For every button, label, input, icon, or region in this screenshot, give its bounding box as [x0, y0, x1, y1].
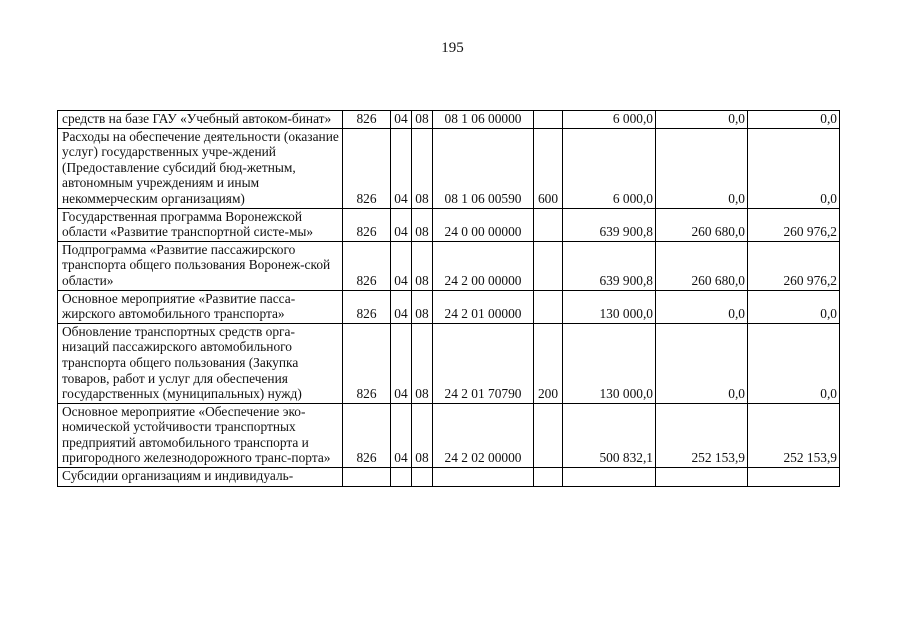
- expense-type-cell: [534, 111, 563, 129]
- ministry-code-cell: 826: [343, 323, 391, 403]
- table-row: [58, 323, 840, 403]
- ministry-code-cell: 826: [343, 403, 391, 467]
- subsection-code-cell: 08: [412, 128, 433, 208]
- amount-year1-cell: 500 832,1: [563, 403, 656, 467]
- expense-type-cell: [534, 290, 563, 323]
- ministry-code-cell: [343, 468, 391, 487]
- expense-type-cell: [534, 468, 563, 487]
- subsection-code-cell: 08: [412, 323, 433, 403]
- section-code-cell: 04: [391, 208, 412, 241]
- amount-year1-cell: 6 000,0: [563, 111, 656, 129]
- amount-year1-cell: 639 900,8: [563, 208, 656, 241]
- page-number: 195: [441, 40, 464, 56]
- subsection-code-cell: 08: [412, 111, 433, 129]
- row-name-cell: Субсидии организациям и индивидуаль-: [58, 468, 343, 487]
- subsection-code-cell: 08: [412, 241, 433, 290]
- target-article-cell: 24 2 02 00000: [433, 403, 534, 467]
- subsection-code-cell: [412, 468, 433, 487]
- table-row: [58, 208, 840, 241]
- ministry-code-cell: 826: [343, 208, 391, 241]
- amount-year3-cell: 0,0: [748, 111, 840, 129]
- table-row: [58, 468, 840, 487]
- section-code-cell: 04: [391, 128, 412, 208]
- row-name-cell: Подпрограмма «Развитие пассажирского транспорта общего пользования Воронеж-ской области»: [58, 241, 343, 290]
- expense-type-cell: [534, 403, 563, 467]
- amount-year3-cell: 0,0: [748, 323, 840, 403]
- target-article-cell: [433, 468, 534, 487]
- table-row: [58, 403, 840, 467]
- expense-type-cell: [534, 208, 563, 241]
- amount-year3-cell: 252 153,9: [748, 403, 840, 467]
- section-code-cell: 04: [391, 111, 412, 129]
- amount-year2-cell: 260 680,0: [656, 208, 748, 241]
- table-row: [58, 111, 840, 129]
- target-article-cell: 08 1 06 00000: [433, 111, 534, 129]
- budget-table: [57, 110, 840, 487]
- row-name-cell: Государственная программа Воронежской области «Развитие транспортной систе-мы»: [58, 208, 343, 241]
- target-article-cell: 24 2 01 00000: [433, 290, 534, 323]
- subsection-code-cell: 08: [412, 290, 433, 323]
- section-code-cell: 04: [391, 403, 412, 467]
- ministry-code-cell: 826: [343, 128, 391, 208]
- row-name-cell: Обновление транспортных средств орга-низаций пассажирского автомобильного транспорта общего пользования (Закупка товаров, работ и услуг для обеспечения государственных (муниципальных) нужд): [58, 323, 343, 403]
- expense-type-cell: 200: [534, 323, 563, 403]
- section-code-cell: [391, 468, 412, 487]
- amount-year2-cell: 0,0: [656, 128, 748, 208]
- amount-year2-cell: 260 680,0: [656, 241, 748, 290]
- amount-year1-cell: 130 000,0: [563, 290, 656, 323]
- amount-year2-cell: 0,0: [656, 111, 748, 129]
- expense-type-cell: [534, 241, 563, 290]
- amount-year1-cell: 130 000,0: [563, 323, 656, 403]
- amount-year2-cell: 0,0: [656, 290, 748, 323]
- amount-year2-cell: 0,0: [656, 323, 748, 403]
- row-name-cell: средств на базе ГАУ «Учебный автоком-бинат»: [58, 111, 343, 129]
- row-name-cell: Основное мероприятие «Обеспечение эко-номической устойчивости транспортных предприятий автомобильного транспорта и пригородного железнодорожного транс-порта»: [58, 403, 343, 467]
- section-code-cell: 04: [391, 241, 412, 290]
- table-row: [58, 290, 840, 323]
- amount-year3-cell: 260 976,2: [748, 241, 840, 290]
- ministry-code-cell: 826: [343, 111, 391, 129]
- target-article-cell: 24 2 00 00000: [433, 241, 534, 290]
- amount-year2-cell: [656, 468, 748, 487]
- subsection-code-cell: 08: [412, 403, 433, 467]
- amount-year3-cell: 0,0: [748, 128, 840, 208]
- row-name-cell: Основное мероприятие «Развитие пасса-жирского автомобильного транспорта»: [58, 290, 343, 323]
- subsection-code-cell: 08: [412, 208, 433, 241]
- target-article-cell: 24 0 00 00000: [433, 208, 534, 241]
- amount-year3-cell: 260 976,2: [748, 208, 840, 241]
- row-name-cell: Расходы на обеспечение деятельности (оказание услуг) государственных учре-ждений (Предоставление субсидий бюд-жетным, автономным учреждениям и иным некоммерческим организациям): [58, 128, 343, 208]
- amount-year3-cell: 0,0: [748, 290, 840, 323]
- target-article-cell: 24 2 01 70790: [433, 323, 534, 403]
- ministry-code-cell: 826: [343, 241, 391, 290]
- amount-year1-cell: 639 900,8: [563, 241, 656, 290]
- table-row: [58, 241, 840, 290]
- budget-table-body: [58, 111, 840, 487]
- expense-type-cell: 600: [534, 128, 563, 208]
- amount-year1-cell: [563, 468, 656, 487]
- section-code-cell: 04: [391, 290, 412, 323]
- ministry-code-cell: 826: [343, 290, 391, 323]
- amount-year3-cell: [748, 468, 840, 487]
- target-article-cell: 08 1 06 00590: [433, 128, 534, 208]
- table-row: [58, 128, 840, 208]
- amount-year2-cell: 252 153,9: [656, 403, 748, 467]
- amount-year1-cell: 6 000,0: [563, 128, 656, 208]
- section-code-cell: 04: [391, 323, 412, 403]
